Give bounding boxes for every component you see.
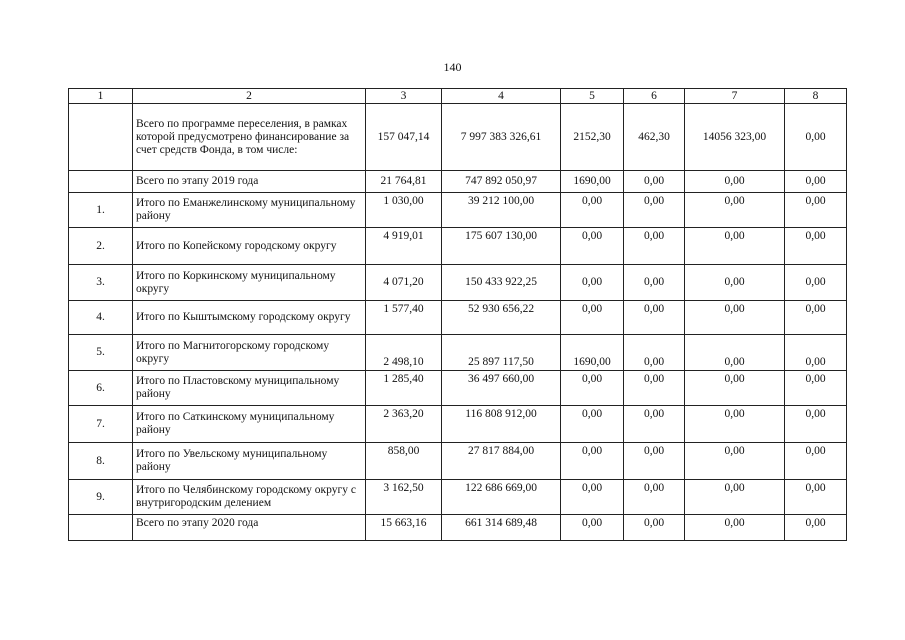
cell-col7: 0,00 bbox=[685, 301, 785, 335]
row-name: Итого по Пластовскому муниципальному району bbox=[133, 371, 366, 406]
cell-col8: 0,00 bbox=[785, 228, 847, 265]
cell-col4: 52 930 656,22 bbox=[442, 301, 561, 335]
cell-col5: 0,00 bbox=[561, 371, 624, 406]
header-row bbox=[69, 89, 847, 104]
row-name: Итого по Еманжелинскому муниципальному району bbox=[133, 193, 366, 228]
cell-col4: 39 212 100,00 bbox=[442, 193, 561, 228]
row-number: 8. bbox=[69, 443, 133, 480]
cell-col6: 462,30 bbox=[624, 104, 685, 171]
row-name: Итого по Магнитогорскому городскому округу bbox=[133, 335, 366, 371]
table-row bbox=[69, 104, 847, 171]
cell-col5: 0,00 bbox=[561, 406, 624, 443]
table-row bbox=[69, 265, 847, 301]
cell-col3: 21 764,81 bbox=[366, 171, 442, 193]
cell-col3: 1 577,40 bbox=[366, 301, 442, 335]
cell-col8: 0,00 bbox=[785, 443, 847, 480]
row-number: 1. bbox=[69, 193, 133, 228]
cell-col8: 0,00 bbox=[785, 480, 847, 515]
cell-col7: 14056 323,00 bbox=[685, 104, 785, 171]
cell-col4: 36 497 660,00 bbox=[442, 371, 561, 406]
cell-col3: 2 363,20 bbox=[366, 406, 442, 443]
cell-col5: 0,00 bbox=[561, 301, 624, 335]
row-name: Итого по Челябинскому городскому округу с внутригородским делением bbox=[133, 480, 366, 515]
cell-col7: 0,00 bbox=[685, 171, 785, 193]
column-header: 4 bbox=[442, 89, 561, 104]
cell-col7: 0,00 bbox=[685, 265, 785, 301]
cell-col6: 0,00 bbox=[624, 515, 685, 541]
cell-col3: 1 285,40 bbox=[366, 371, 442, 406]
data-table bbox=[68, 88, 847, 541]
cell-col5: 1690,00 bbox=[561, 335, 624, 371]
cell-col6: 0,00 bbox=[624, 406, 685, 443]
cell-col7: 0,00 bbox=[685, 371, 785, 406]
cell-col4: 661 314 689,48 bbox=[442, 515, 561, 541]
table-row bbox=[69, 193, 847, 228]
row-number: 7. bbox=[69, 406, 133, 443]
table-row bbox=[69, 515, 847, 541]
cell-col7: 0,00 bbox=[685, 228, 785, 265]
cell-col5: 2152,30 bbox=[561, 104, 624, 171]
cell-col8: 0,00 bbox=[785, 171, 847, 193]
row-number: 2. bbox=[69, 228, 133, 265]
cell-col5: 0,00 bbox=[561, 515, 624, 541]
cell-col6: 0,00 bbox=[624, 301, 685, 335]
column-header: 5 bbox=[561, 89, 624, 104]
table-row bbox=[69, 371, 847, 406]
cell-col7: 0,00 bbox=[685, 335, 785, 371]
cell-col6: 0,00 bbox=[624, 443, 685, 480]
cell-col8: 0,00 bbox=[785, 406, 847, 443]
cell-col6: 0,00 bbox=[624, 265, 685, 301]
row-number: 9. bbox=[69, 480, 133, 515]
column-header: 2 bbox=[133, 89, 366, 104]
cell-col4: 747 892 050,97 bbox=[442, 171, 561, 193]
row-name: Итого по Увельскому муниципальному району bbox=[133, 443, 366, 480]
cell-col7: 0,00 bbox=[685, 515, 785, 541]
cell-col6: 0,00 bbox=[624, 193, 685, 228]
column-header: 8 bbox=[785, 89, 847, 104]
column-header: 7 bbox=[685, 89, 785, 104]
cell-col5: 1690,00 bbox=[561, 171, 624, 193]
cell-col4: 116 808 912,00 bbox=[442, 406, 561, 443]
row-name: Всего по этапу 2020 года bbox=[133, 515, 366, 541]
cell-col3: 157 047,14 bbox=[366, 104, 442, 171]
cell-col6: 0,00 bbox=[624, 371, 685, 406]
cell-col6: 0,00 bbox=[624, 335, 685, 371]
cell-col8: 0,00 bbox=[785, 335, 847, 371]
row-number: 6. bbox=[69, 371, 133, 406]
row-name: Всего по программе переселения, в рамках которой предусмотрено финансирование за счет средств Фонда, в том числе: bbox=[133, 104, 366, 171]
cell-col6: 0,00 bbox=[624, 480, 685, 515]
row-name: Всего по этапу 2019 года bbox=[133, 171, 366, 193]
cell-col4: 175 607 130,00 bbox=[442, 228, 561, 265]
cell-col8: 0,00 bbox=[785, 265, 847, 301]
cell-col5: 0,00 bbox=[561, 193, 624, 228]
cell-col3: 4 919,01 bbox=[366, 228, 442, 265]
row-number bbox=[69, 171, 133, 193]
cell-col7: 0,00 bbox=[685, 193, 785, 228]
cell-col3: 3 162,50 bbox=[366, 480, 442, 515]
cell-col5: 0,00 bbox=[561, 443, 624, 480]
cell-col8: 0,00 bbox=[785, 193, 847, 228]
cell-col3: 15 663,16 bbox=[366, 515, 442, 541]
cell-col7: 0,00 bbox=[685, 480, 785, 515]
cell-col3: 2 498,10 bbox=[366, 335, 442, 371]
cell-col8: 0,00 bbox=[785, 104, 847, 171]
row-number: 5. bbox=[69, 335, 133, 371]
column-header: 6 bbox=[624, 89, 685, 104]
row-number bbox=[69, 104, 133, 171]
cell-col3: 858,00 bbox=[366, 443, 442, 480]
table-row bbox=[69, 171, 847, 193]
cell-col5: 0,00 bbox=[561, 265, 624, 301]
cell-col8: 0,00 bbox=[785, 371, 847, 406]
row-name: Итого по Коркинскому муниципальному округу bbox=[133, 265, 366, 301]
row-name: Итого по Кыштымскому городскому округу bbox=[133, 301, 366, 335]
cell-col7: 0,00 bbox=[685, 443, 785, 480]
row-number: 4. bbox=[69, 301, 133, 335]
cell-col3: 4 071,20 bbox=[366, 265, 442, 301]
column-header: 3 bbox=[366, 89, 442, 104]
table-row bbox=[69, 443, 847, 480]
row-number: 3. bbox=[69, 265, 133, 301]
cell-col7: 0,00 bbox=[685, 406, 785, 443]
cell-col6: 0,00 bbox=[624, 171, 685, 193]
cell-col3: 1 030,00 bbox=[366, 193, 442, 228]
cell-col5: 0,00 bbox=[561, 228, 624, 265]
cell-col4: 27 817 884,00 bbox=[442, 443, 561, 480]
table-row bbox=[69, 228, 847, 265]
cell-col6: 0,00 bbox=[624, 228, 685, 265]
cell-col8: 0,00 bbox=[785, 301, 847, 335]
row-number bbox=[69, 515, 133, 541]
cell-col4: 7 997 383 326,61 bbox=[442, 104, 561, 171]
row-name: Итого по Саткинскому муниципальному району bbox=[133, 406, 366, 443]
cell-col4: 122 686 669,00 bbox=[442, 480, 561, 515]
table-row bbox=[69, 301, 847, 335]
cell-col4: 25 897 117,50 bbox=[442, 335, 561, 371]
cell-col8: 0,00 bbox=[785, 515, 847, 541]
page-number: 140 bbox=[443, 60, 462, 74]
cell-col5: 0,00 bbox=[561, 480, 624, 515]
table-row bbox=[69, 480, 847, 515]
row-name: Итого по Копейскому городскому округу bbox=[133, 228, 366, 265]
cell-col4: 150 433 922,25 bbox=[442, 265, 561, 301]
table-row bbox=[69, 406, 847, 443]
table-row bbox=[69, 335, 847, 371]
column-header: 1 bbox=[69, 89, 133, 104]
